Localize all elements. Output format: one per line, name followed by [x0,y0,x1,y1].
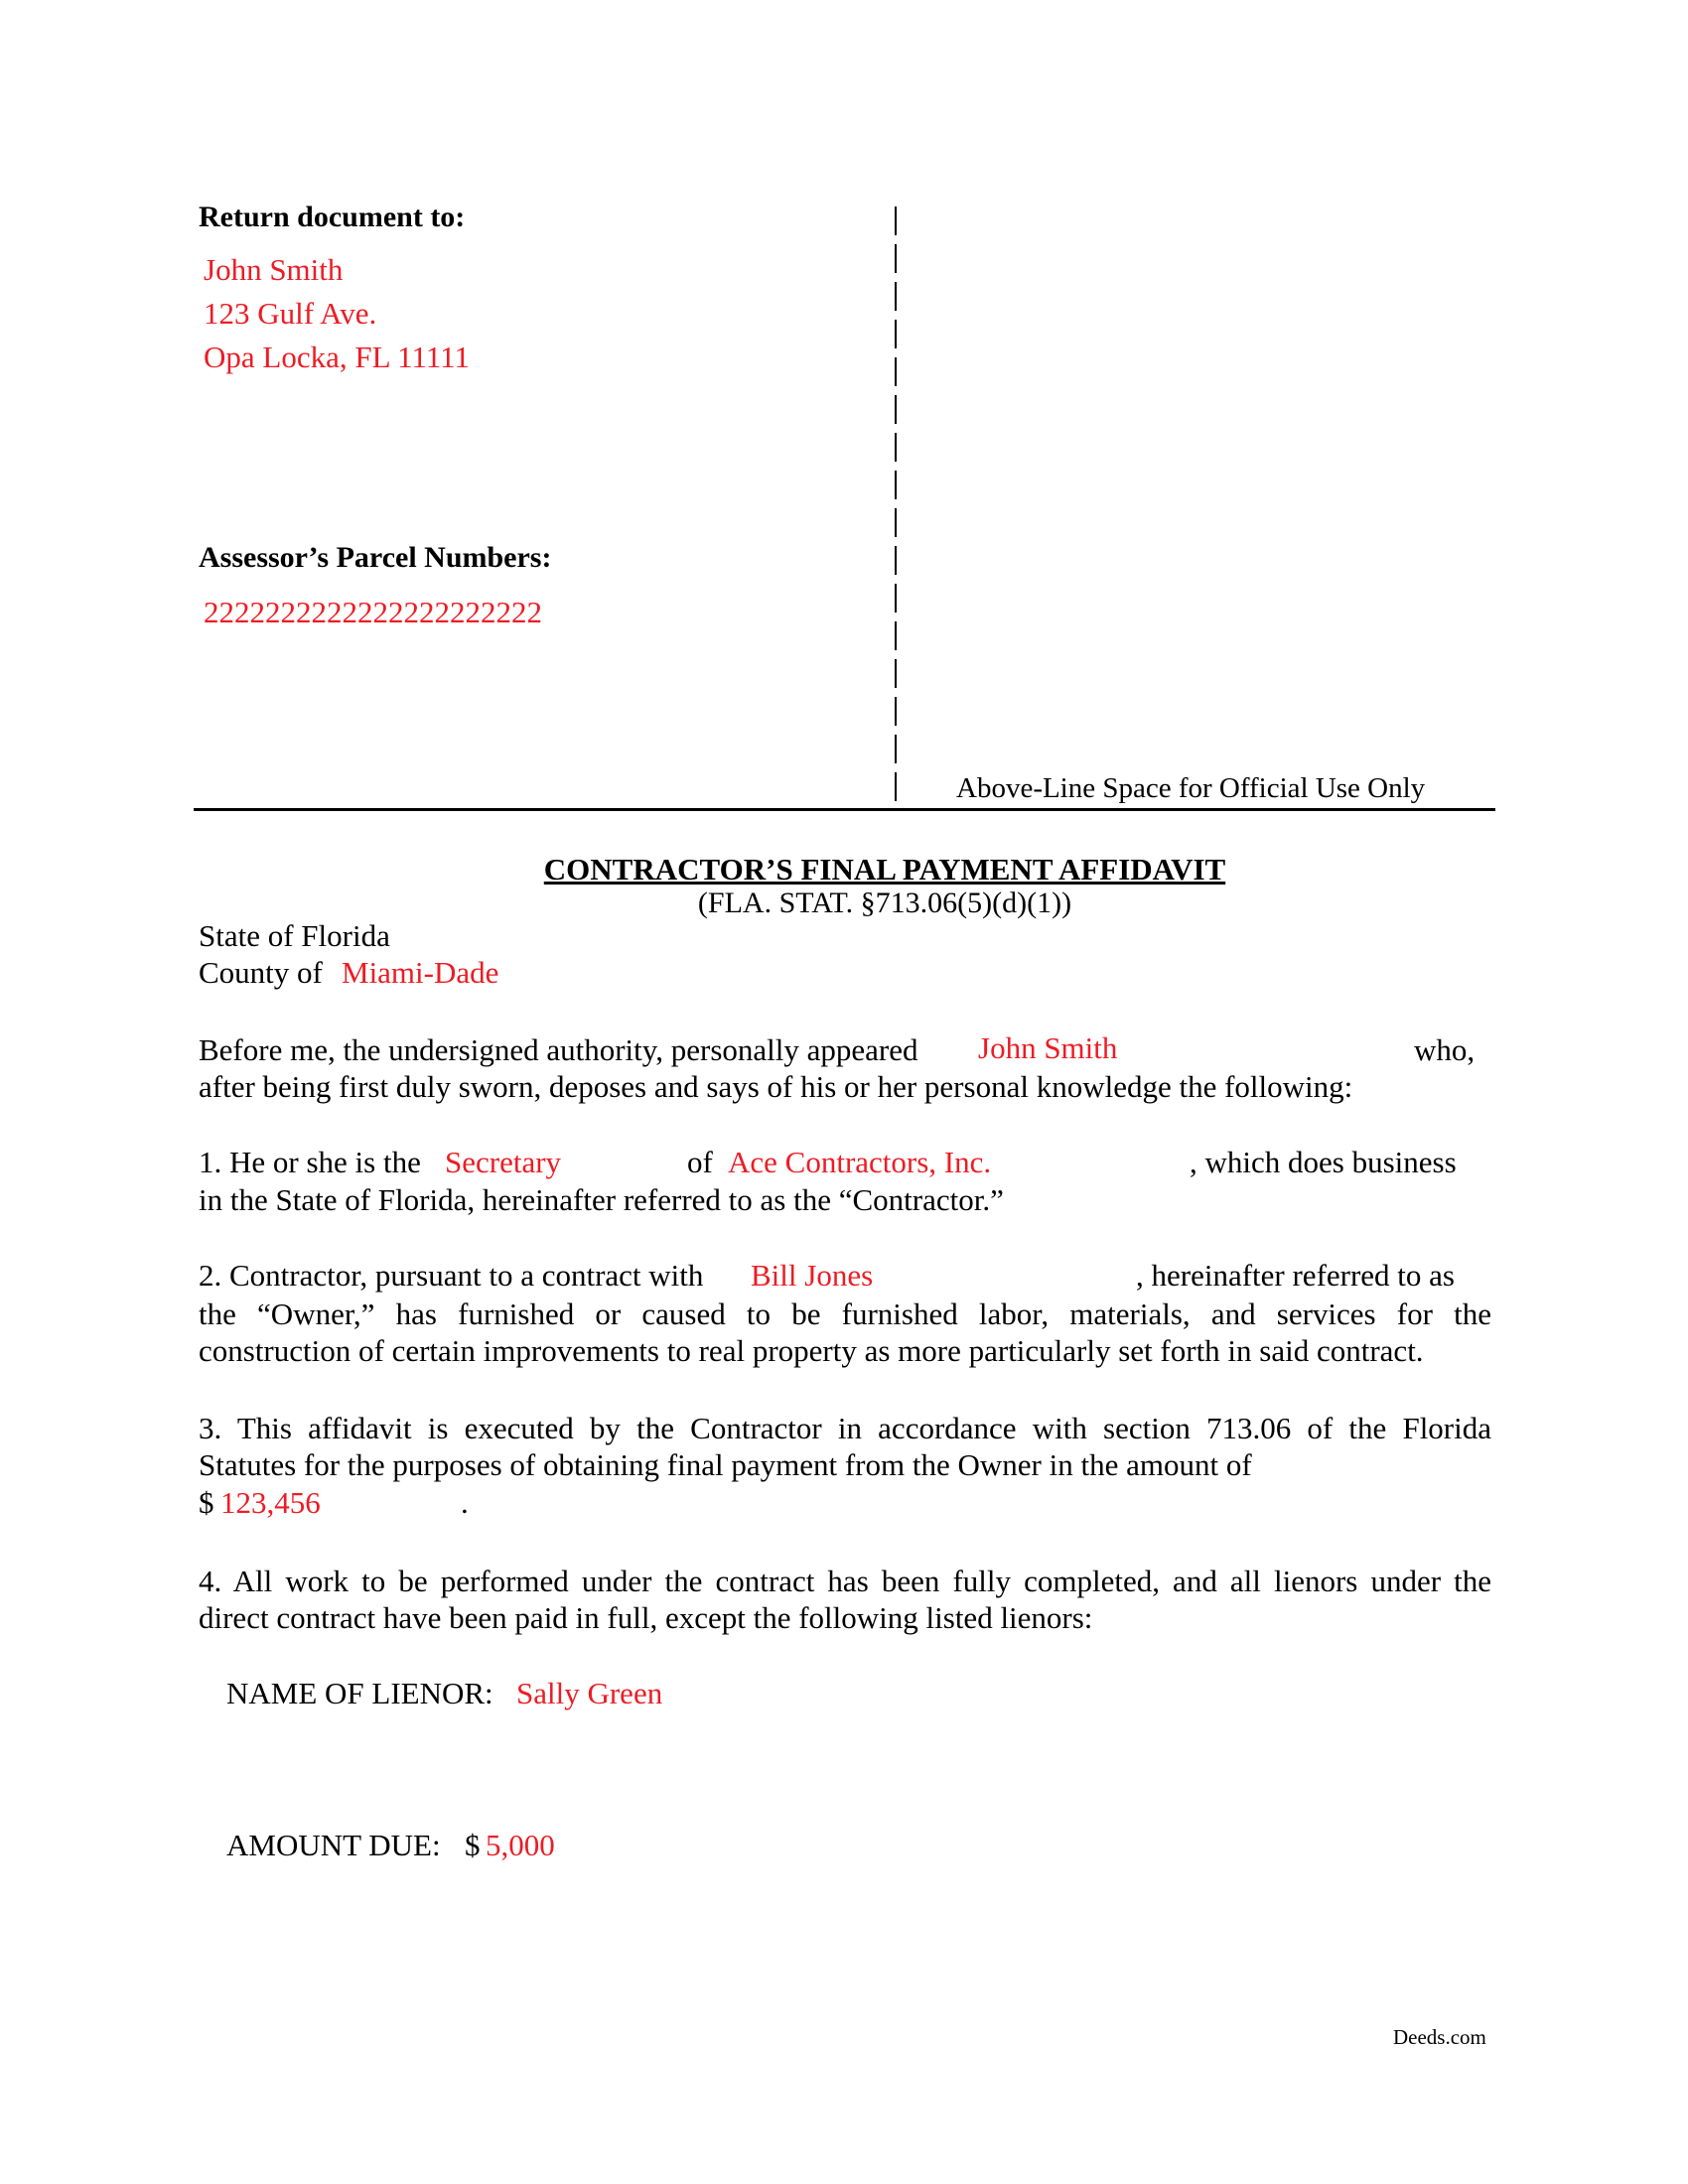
owner-name: Bill Jones [751,1258,874,1293]
lienor-name: Sally Green [516,1676,663,1710]
final-payment-amount: 123,456 [220,1485,321,1520]
p1-suffix: , which does business [1190,1145,1457,1179]
intro-suffix: who, [1414,1032,1476,1067]
p4-line1: 4. All work to be performed under the contract has been fully completed, and all lienors under the [199,1564,1491,1598]
return-document-label: Return document to: [199,201,466,233]
intro-prefix: Before me, the undersigned authority, personally appeared [199,1032,918,1067]
parcel-number: 2222222222222222222222 [204,595,542,629]
recording-area-divider [895,206,897,802]
venue-state: State of Florida [199,918,390,953]
return-name: John Smith [204,252,344,287]
return-city: Opa Locka, FL 11111 [204,340,471,374]
p2-suffix: , hereinafter referred to as [1136,1258,1455,1293]
intro-line2: after being first duly sworn, deposes and says of his or her personal knowledge the following: [199,1069,1353,1104]
p3-period: . [461,1485,469,1520]
footer-brand: Deeds.com [1393,2025,1486,2049]
contractor-company: Ace Contractors, Inc. [728,1145,992,1179]
affiant-name: John Smith [978,1030,1118,1065]
affiant-title: Secretary [445,1145,562,1179]
amount-due-label: AMOUNT DUE: [226,1828,441,1862]
p4-line2: direct contract have been paid in full, except the following listed lienors: [199,1600,1093,1635]
official-use-label: Above-Line Space for Official Use Only [956,772,1426,804]
parcel-numbers-label: Assessor’s Parcel Numbers: [199,541,552,574]
amount-due: 5,000 [486,1828,555,1862]
p2-prefix: 2. Contractor, pursuant to a contract with [199,1258,704,1293]
p2-line3: construction of certain improvements to real property as more particularly set forth in said contract. [199,1333,1424,1368]
venue-county-prefix: County of [199,955,323,990]
p1-prefix: 1. He or she is the [199,1145,421,1179]
amount-due-currency: $ [465,1828,481,1862]
p3-line2: Statutes for the purposes of obtaining final payment from the Owner in the amount of [199,1447,1252,1482]
document-title: CONTRACTOR’S FINAL PAYMENT AFFIDAVIT [543,852,1226,887]
p1-line2: in the State of Florida, hereinafter referred to as the “Contractor.” [199,1182,1004,1217]
lienor-name-label: NAME OF LIENOR: [226,1676,493,1710]
return-street: 123 Gulf Ave. [204,296,377,331]
p2-line2: the “Owner,” has furnished or caused to be furnished labor, materials, and services for the [199,1297,1491,1331]
official-use-line [194,808,1495,811]
venue-county: Miami-Dade [342,955,499,990]
p3-currency: $ [199,1485,214,1520]
statute-reference: (FLA. STAT. §713.06(5)(d)(1)) [697,887,1072,919]
p1-of: of [687,1145,713,1179]
p3-line1: 3. This affidavit is executed by the Contractor in accordance with section 713.06 of the Florida [199,1411,1491,1445]
